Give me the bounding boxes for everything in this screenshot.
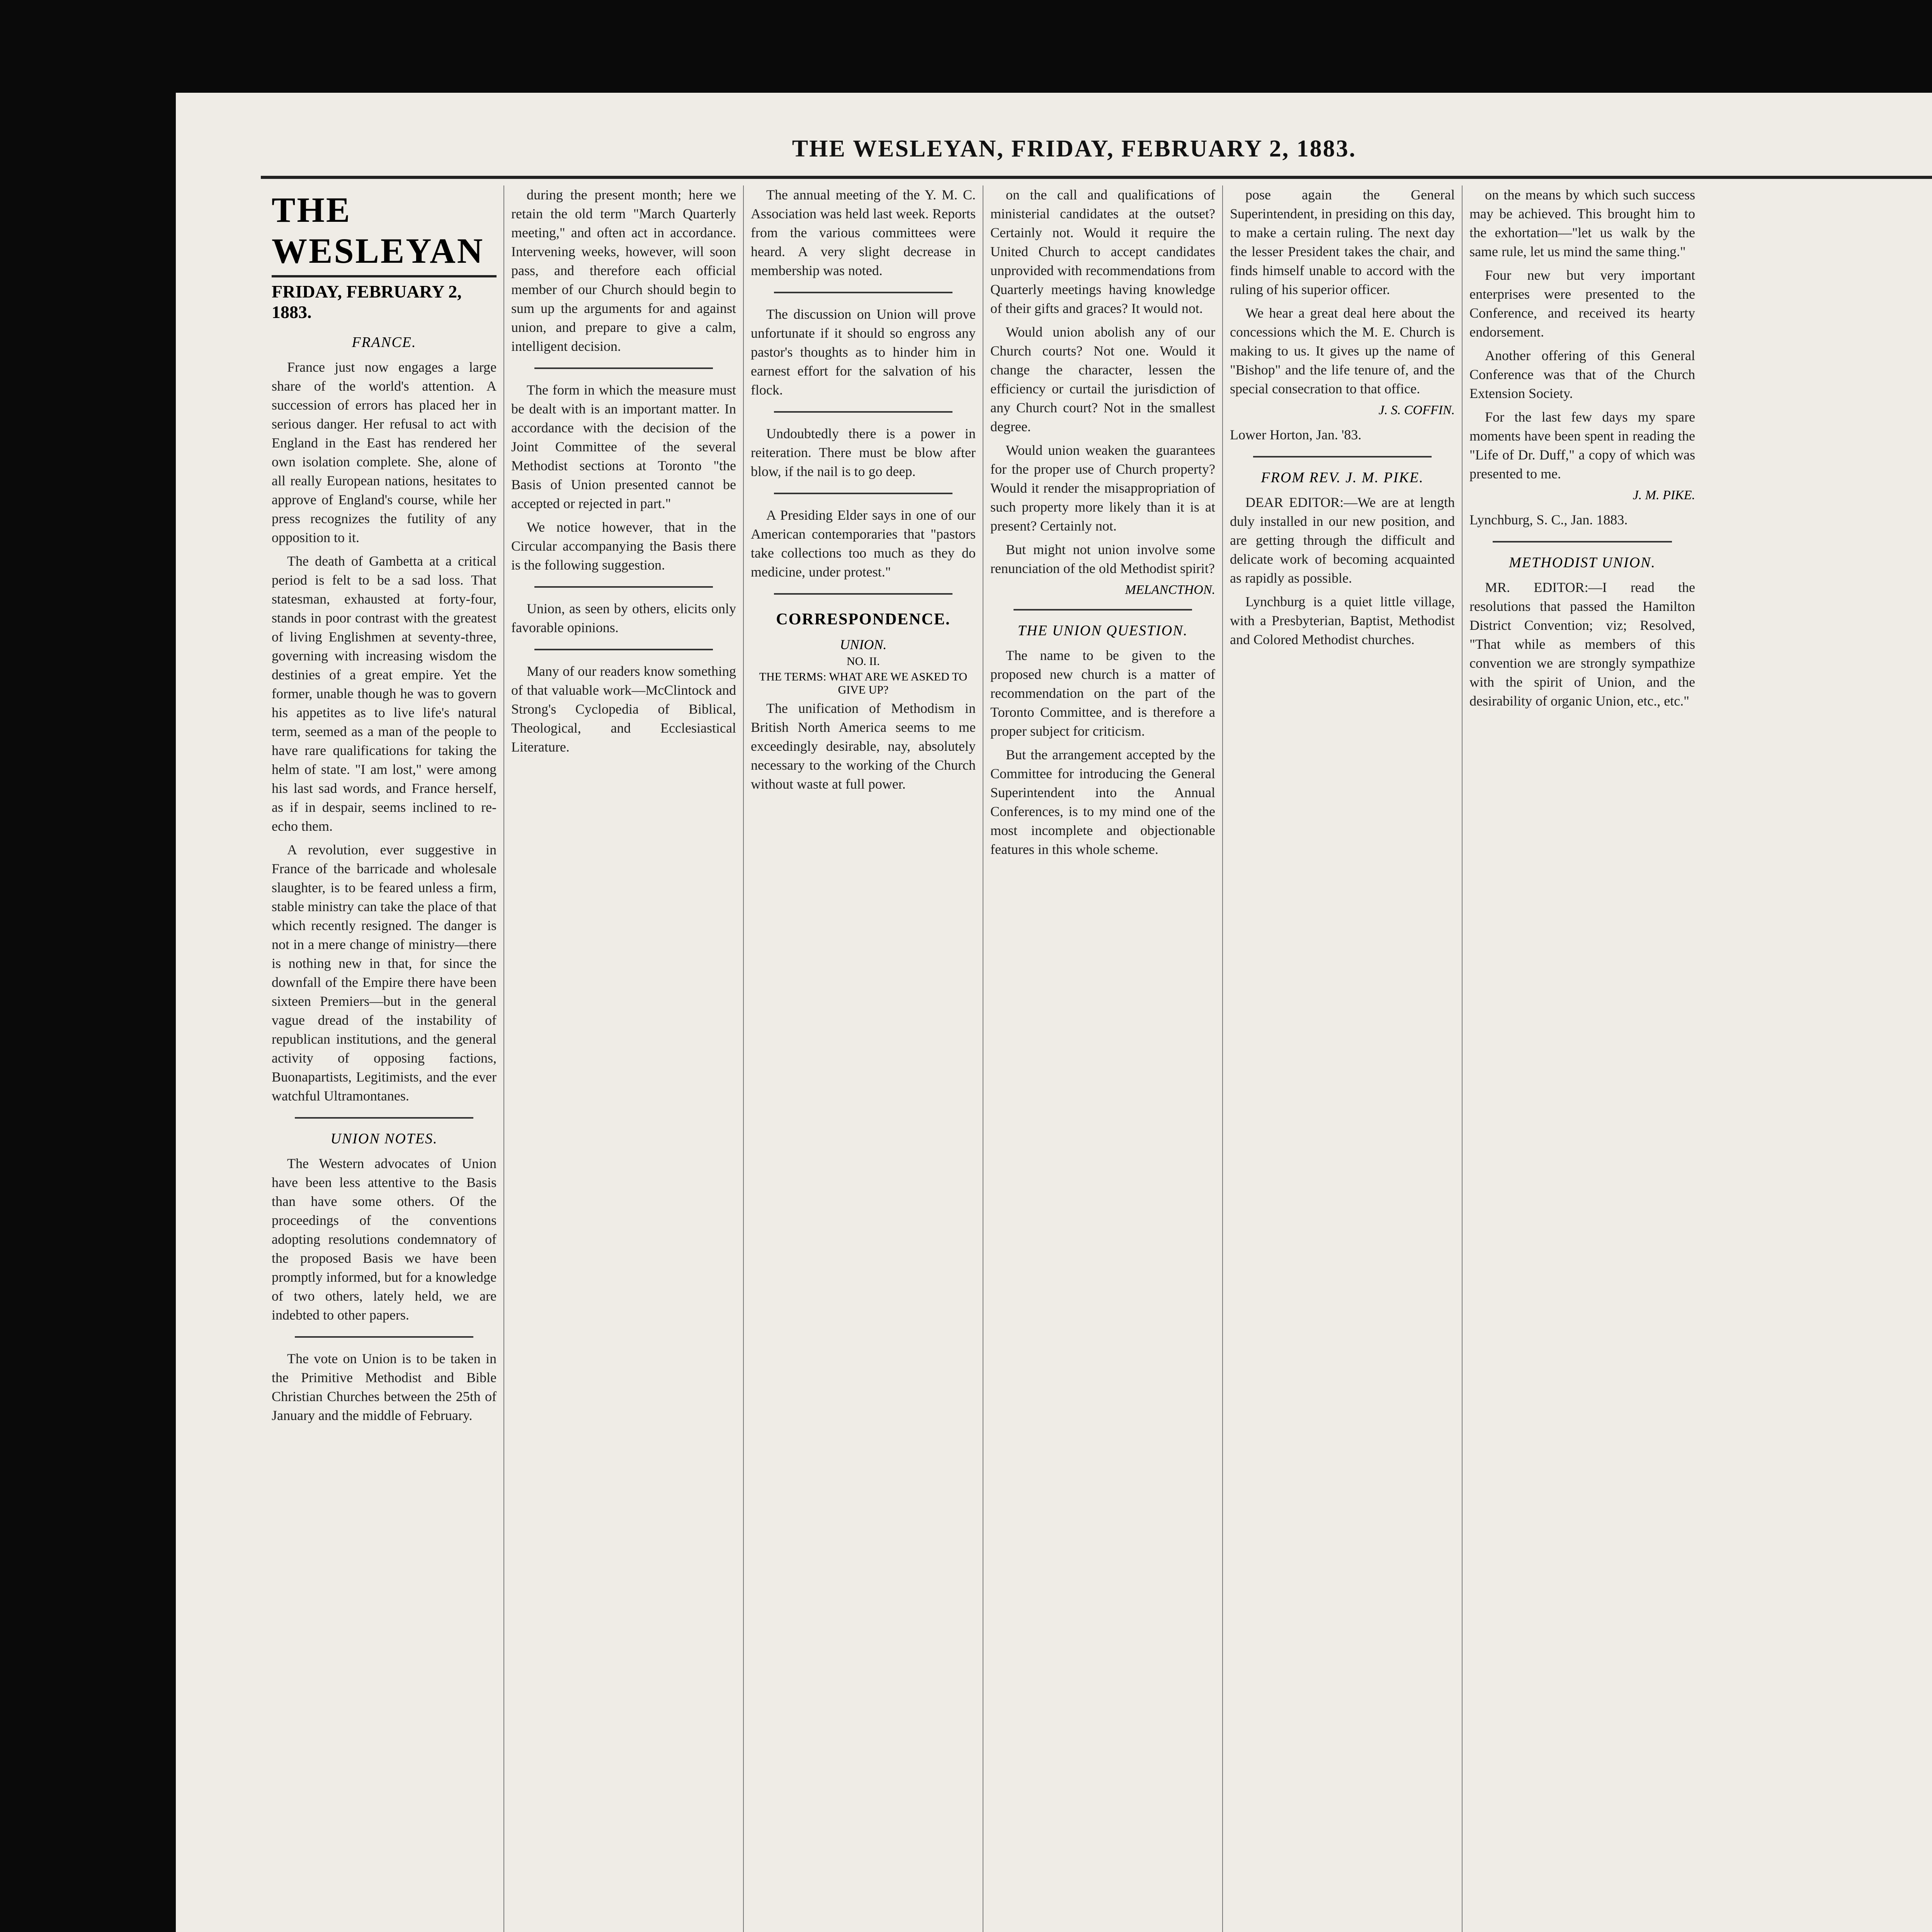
subheading: UNION. — [840, 637, 887, 652]
article-paragraph: Undoubtedly there is a power in reiteration. There must be blow after blow, if the nail is to go deep. — [751, 426, 976, 479]
article-paragraph: on the call and qualifications of ministerial candidates at the outset? Certainly not. Would it require the United Church to accept candidates unprovided with recommendations from Quarterly meetings having knowledge of their gifts and graces? It would not. — [990, 187, 1215, 316]
article-paragraph: The name to be given to the proposed new church is a matter of recommendation on the part of the Toronto Committee, and is therefore a proper subject for criticism. — [990, 648, 1215, 739]
article-paragraph: The Western advocates of Union have been less attentive to the Basis than have some others. Of the proceedings of the conventions adopting resolutions condemnatory of the proposed Basis we have been promptly informed, but for a knowledge of two others, lately held, we are indebted to other papers. — [272, 1156, 497, 1323]
column-6 — [1463, 185, 1702, 1932]
section-divider — [534, 586, 713, 588]
masthead-rule — [272, 275, 497, 277]
article-paragraph: Union, as seen by others, elicits only favorable opinions. — [511, 601, 736, 635]
article-paragraph: We notice however, that in the Circular accompanying the Basis there is the following suggestion. — [511, 519, 736, 573]
article-paragraph: Many of our readers know something of that valuable work—McClintock and Strong's Cyclopedia of Biblical, Theological, and Ecclesiastical Literature. — [511, 663, 736, 755]
section-divider — [1014, 609, 1192, 611]
article-paragraph: The annual meeting of the Y. M. C. Association was held last week. Reports from the various committees were heard. A very slight decrease in membership was noted. — [751, 187, 976, 278]
section-divider — [774, 411, 952, 413]
section-divider — [1253, 456, 1432, 457]
article-paragraph: The death of Gambetta at a critical period is felt to be a sad loss. That statesman, exhausted at forty-four, stands in poor contrast with the greatest of living Englishmen at seventy-three, governing with increasing wisdom the destinies of a great empire. Yet the former, unable though he was to govern his appetites as to live life's natural term, seemed as a man of the people to have rare qualifications for taking the helm of state. "I am lost," were among his last sad words, and France herself, as if in despair, seems inclined to re-echo them. — [272, 553, 497, 834]
section-divider — [774, 493, 952, 494]
article-paragraph: A Presiding Elder says in one of our American contemporaries that "pastors take collections too much as they do medicine, under protest." — [751, 507, 976, 580]
article-paragraph: during the present month; here we retain the old term "March Quarterly meeting," and often act in accordance. Intervening weeks, however, will soon pass, and therefore each official member of our Church should begin to sum up the arguments for and against union, and prepare to give a calm, intelligent decision. — [511, 187, 736, 354]
signature: J. S. COFFIN. — [1378, 403, 1455, 417]
article-heading: METHODIST UNION. — [1509, 554, 1656, 571]
section-divider — [295, 1117, 473, 1119]
section-divider — [774, 292, 952, 293]
article-paragraph: France just now engages a large share of the world's attention. A succession of errors has placed her in serious danger. Her refusal to act with England in the East has rendered her own isolation complete. She, alone of all really European nations, hesitates to approve of England's course, while her press recognizes the futility of any opposition to it. — [272, 359, 497, 545]
dateline: FRIDAY, FEBRUARY 2, 1883. — [272, 282, 462, 322]
article-paragraph: The vote on Union is to be taken in the Primitive Methodist and Bible Christian Churches between the 25th of January and the middle of February. — [272, 1351, 497, 1423]
section-divider — [534, 649, 713, 650]
article-paragraph: Would union weaken the guarantees for the proper use of Church property? Would it render the misappropriation of such property more likely than it is at present? Certainly not. — [990, 442, 1215, 534]
column-5 — [1223, 185, 1463, 1932]
article-paragraph: Would union abolish any of our Church courts? Not one. Would it change the character, lessen the efficiency or curtail the jurisdiction of any Church court? Not in the smallest degree. — [990, 324, 1215, 434]
signature: MELANCTHON. — [1125, 583, 1215, 597]
article-paragraph: But the arrangement accepted by the Committee for introducing the General Superintendent into the Annual Conferences, is to my mind one of the most incomplete and objectionable features in this whole scheme. — [990, 747, 1215, 857]
article-paragraph: A revolution, ever suggestive in France of the barricade and wholesale slaughter, is to be feared unless a firm, stable ministry can take the place of that which recently resigned. The danger is not in a mere change of ministry—there is nothing new in that, for since the downfall of the Empire there have been sixteen Premiers—but in the general vague dread of the instability of republican institutions, and the general activity of opposing factions, Buonapartists, Legitimists, and the ever watchful Ultramontanes. — [272, 842, 497, 1104]
dateline-small: Lower Horton, Jan. '83. — [1230, 427, 1362, 442]
section-divider — [534, 367, 713, 369]
dateline-small: Lynchburg, S. C., Jan. 1883. — [1469, 512, 1628, 527]
newspaper-page — [176, 93, 1932, 1932]
article-paragraph: pose again the General Superintendent, in presiding on this day, to make a certain ruling. The next day the lesser President takes the chair, and finds himself unable to accord with the ruling of his superior officer. — [1230, 187, 1455, 297]
running-head: THE WESLEYAN, FRIDAY, FEBRUARY 2, 1883. — [792, 136, 1357, 162]
masthead: THE WESLEYAN — [272, 190, 485, 270]
section-divider — [1493, 541, 1672, 543]
article-paragraph: Another offering of this General Conference was that of the Church Extension Society. — [1469, 348, 1695, 401]
article-paragraph: For the last few days my spare moments have been spent in reading the "Life of Dr. Duff," a copy of which was presented to me. — [1469, 409, 1695, 481]
article-heading: THE UNION QUESTION. — [1017, 622, 1188, 639]
article-paragraph: MR. EDITOR:—I read the resolutions that passed the Hamilton District Convention; viz; Resolved, "That while as members of this convention we are strongly sympathize with the spirit of Union, and the desirability of organic Union, etc., etc." — [1469, 580, 1695, 709]
article-paragraph: But might not union involve some renunciation of the old Methodist spirit? — [990, 542, 1215, 576]
article-paragraph: We hear a great deal here about the concessions which the M. E. Church is making to us. It gives up the name of "Bishop" and the life tenure of, and the special consecration to that office. — [1230, 305, 1455, 396]
article-paragraph: The form in which the measure must be dealt with is an important matter. In accordance with the decision of the Joint Committee of the several Methodist sections at Toronto "the Basis of Union presented cannot be accepted or rejected in part." — [511, 382, 736, 511]
article-paragraph: DEAR EDITOR:—We are at length duly installed in our new position, and are getting through the difficult and delicate work of becoming acquainted as rapidly as possible. — [1230, 495, 1455, 586]
article-paragraph: on the means by which such success may be achieved. This brought him to the exhortation—"let us walk by the same rule, let us mind the same thing." — [1469, 187, 1695, 259]
section-divider — [295, 1336, 473, 1338]
article-heading: UNION NOTES. — [330, 1131, 438, 1147]
article-paragraph: The unification of Methodism in British North America seems to me exceedingly desirable, nay, absolutely necessary to the working of the Church without waste at full power. — [751, 701, 976, 792]
article-paragraph: Lynchburg is a quiet little village, with a Presbyterian, Baptist, Methodist and Colored Methodist churches. — [1230, 594, 1455, 647]
section-divider — [774, 593, 952, 595]
column-3 — [744, 185, 983, 1932]
columns — [265, 185, 1932, 1932]
column-4 — [983, 185, 1223, 1932]
correspondence-heading: CORRESPONDENCE. — [776, 611, 951, 628]
subheading: NO. II. — [847, 655, 880, 668]
article-paragraph: The discussion on Union will prove unfortunate if it should so engross any pastor's thoughts as to hinder him in earnest effort for the salvation of his flock. — [751, 306, 976, 398]
header-rule — [261, 176, 1932, 179]
article-heading: FROM REV. J. M. PIKE. — [1261, 469, 1424, 486]
column-1 — [265, 185, 504, 1932]
article-paragraph: Four new but very important enterprises were presented to the Conference, and received its hearty endorsement. — [1469, 267, 1695, 340]
signature: J. M. PIKE. — [1633, 488, 1695, 502]
article-heading: FRANCE. — [352, 334, 417, 350]
column-2 — [504, 185, 744, 1932]
subheading: THE TERMS: WHAT ARE WE ASKED TO GIVE UP? — [759, 670, 968, 696]
